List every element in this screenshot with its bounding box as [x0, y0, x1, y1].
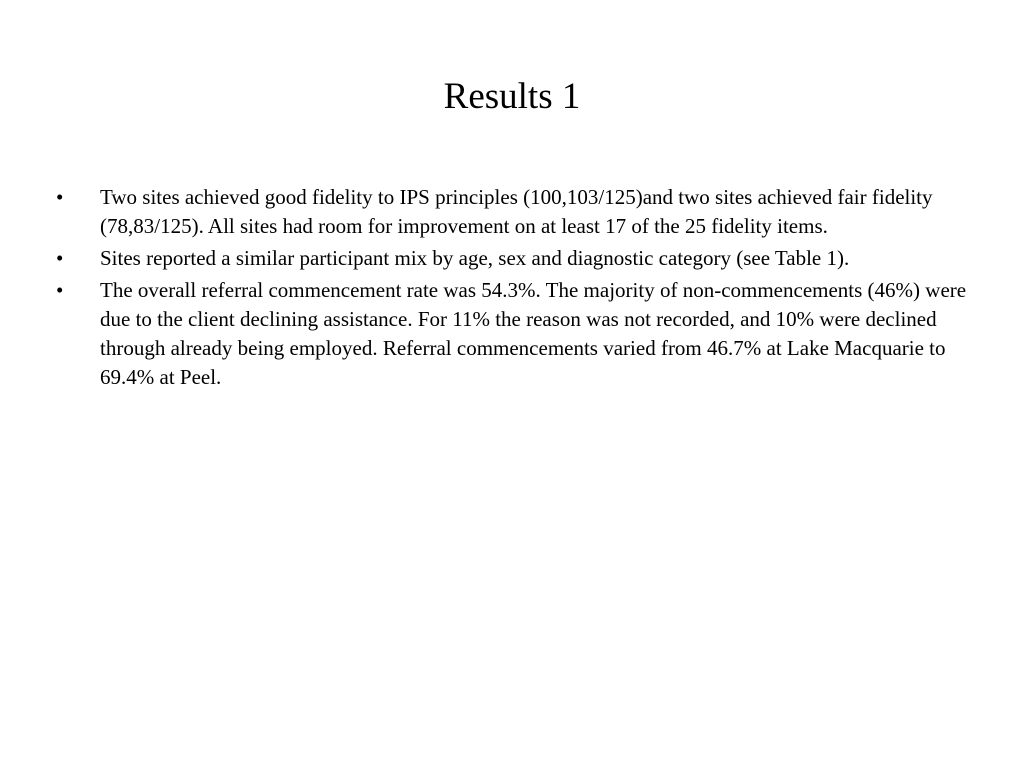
bullet-text-participant-mix: Sites reported a similar participant mix by age, sex and diagnostic category (see Table 1).: [100, 246, 850, 270]
bullet-item-fidelity: [56, 183, 976, 241]
bullet-marker: •: [56, 278, 64, 302]
bullet-marker: •: [56, 246, 64, 270]
bullet-list: [56, 183, 976, 395]
bullet-item-participant-mix: [56, 244, 976, 273]
bullet-text-referral-rate: The overall referral commencement rate was 54.3%. The majority of non-commencements (46%) were due to the client declining assistance. For 11% the reason was not recorded, and 10% were declined through already being employed. Referral commencements varied from 46.7% at Lake Macquarie to 69.4% at Peel.: [100, 278, 967, 389]
bullet-marker: •: [56, 185, 64, 209]
bullet-text-fidelity: Two sites achieved good fidelity to IPS principles (100,103/125)and two sites achieved fair fidelity (78,83/125). All sites had room for improvement on at least 17 of the 25 fidelity items.: [100, 185, 933, 238]
bullet-item-referral-rate: [56, 276, 976, 392]
slide-title: Results 1: [443, 76, 581, 117]
